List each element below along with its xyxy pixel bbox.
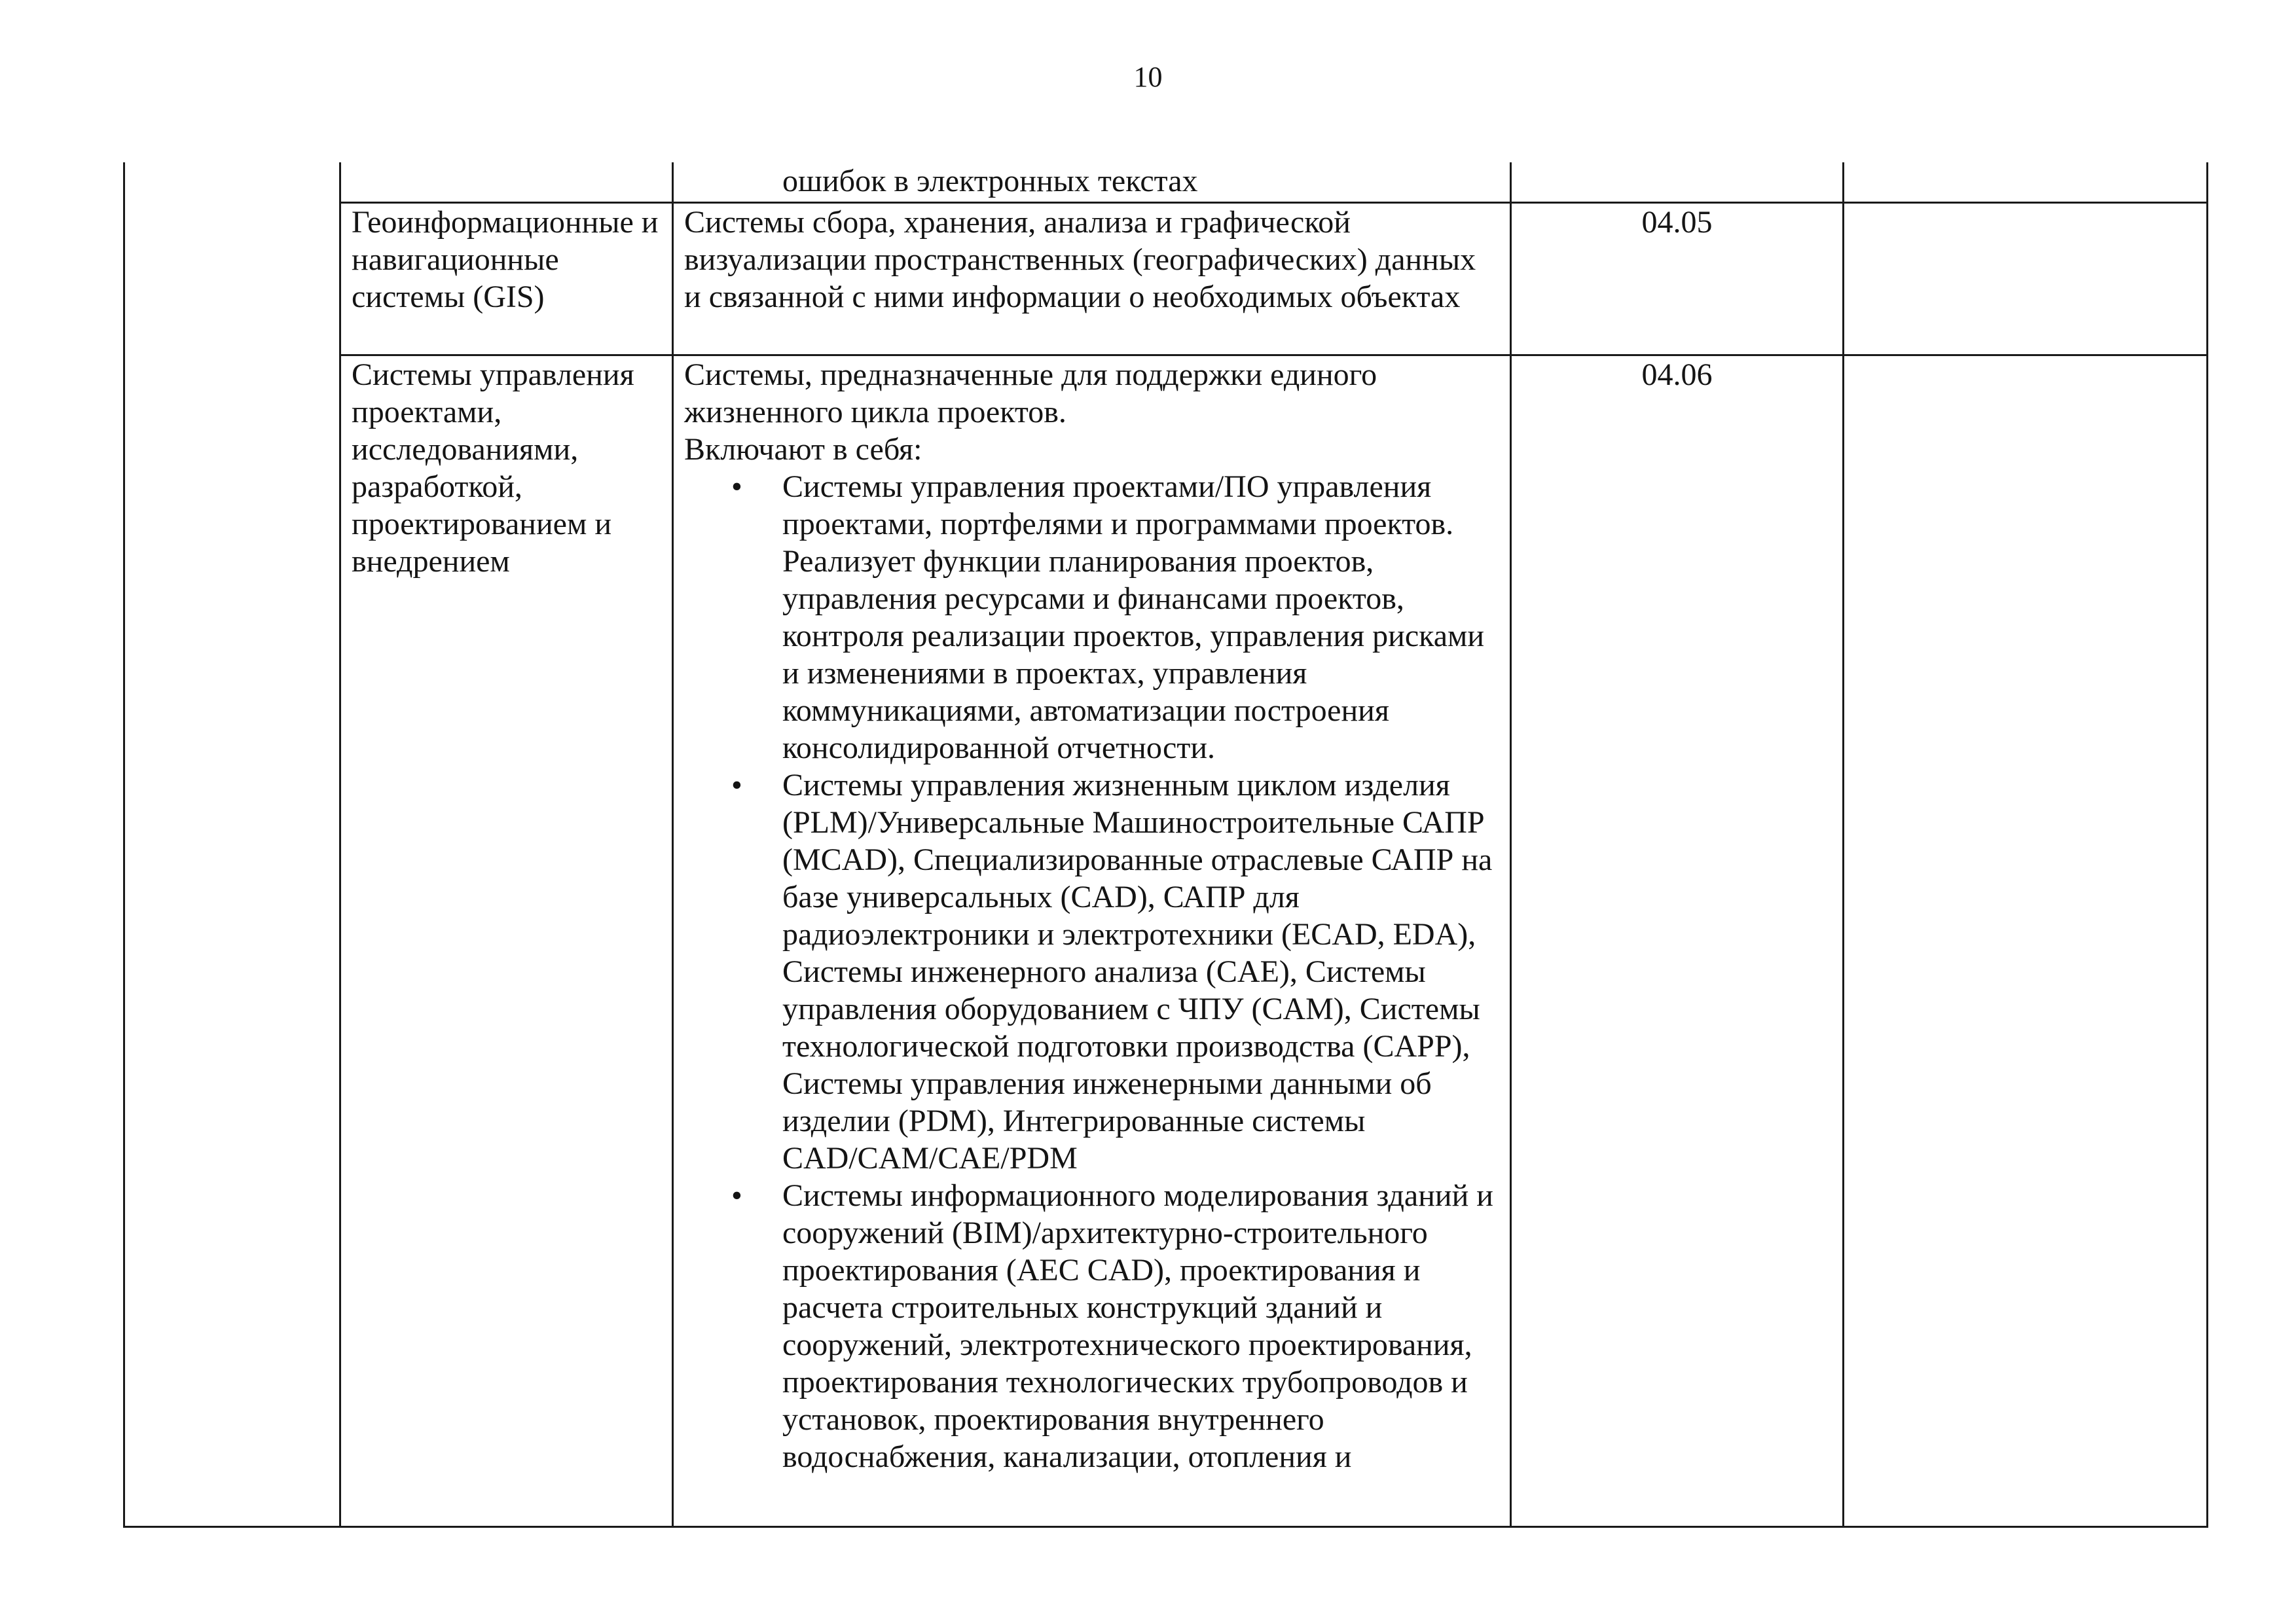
- system-code: 04.05: [1511, 203, 1844, 355]
- list-item: • Системы информационного моделирования зданий и сооружений (BIM)/архитектурно-строительного проектирования (AEC CAD), проектирования и расчета строительных конструкций зданий и сооружений, электротехнического проектирования, проектирования технологических трубопроводов и установок, проектирования внутреннего водоснабжения, канализации, отопления и: [782, 1177, 1499, 1475]
- systems-table: [123, 162, 2208, 1528]
- name-cell-continued: [340, 162, 673, 203]
- extra-cell-continued: [1844, 162, 2208, 203]
- description-intro: Системы, предназначенные для поддержки единого жизненного цикла проектов.: [684, 357, 1377, 429]
- description-tail: ошибок в электронных текстах: [782, 164, 1198, 198]
- system-description: [673, 355, 1511, 1527]
- system-name: Геоинформационные и навигационные системы (GIS): [340, 203, 673, 355]
- bullet-list: [684, 468, 1499, 1475]
- row-number-cell: [124, 162, 340, 1527]
- table-row: [124, 203, 2208, 355]
- code-cell-continued: [1511, 162, 1844, 203]
- system-name: Системы управления проектами, исследованиями, разработкой, проектированием и внедрением: [340, 355, 673, 1527]
- system-code: 04.06: [1511, 355, 1844, 1527]
- table-row-continued: [124, 162, 2208, 203]
- extra-cell: [1844, 203, 2208, 355]
- list-item: • Системы управления жизненным циклом изделия (PLM)/Универсальные Машиностроительные САПР (MCAD), Специализированные отраслевые САПР на базе универсальных (CAD), САПР для радиоэлектроники и электротехники (ECAD, EDA), Системы инженерного анализа (CAE), Системы управления оборудованием с ЧПУ (CAM), Системы технологической подготовки производства (CAPP), Системы управления инженерными данными об изделии (PDM), Интегрированные системы CAD/CAM/CAE/PDM: [782, 767, 1499, 1177]
- list-item: • Системы управления проектами/ПО управления проектами, портфелями и программами проектов. Реализует функции планирования проектов, управления ресурсами и финансами проектов, контроля реализации проектов, управления рисками и изменениями в проектах, управления коммуникациями, автоматизации построения консолидированной отчетности.: [782, 468, 1499, 767]
- extra-cell: [1844, 355, 2208, 1527]
- table-row: [124, 355, 2208, 1527]
- page-number: 10: [1133, 61, 1163, 93]
- system-description: Системы сбора, хранения, анализа и графической визуализации пространственных (географических) данных и связанной с ними информации о необходимых объектах: [673, 203, 1511, 355]
- description-includes: Включают в себя:: [684, 432, 922, 467]
- description-cell-continued: [673, 162, 1511, 203]
